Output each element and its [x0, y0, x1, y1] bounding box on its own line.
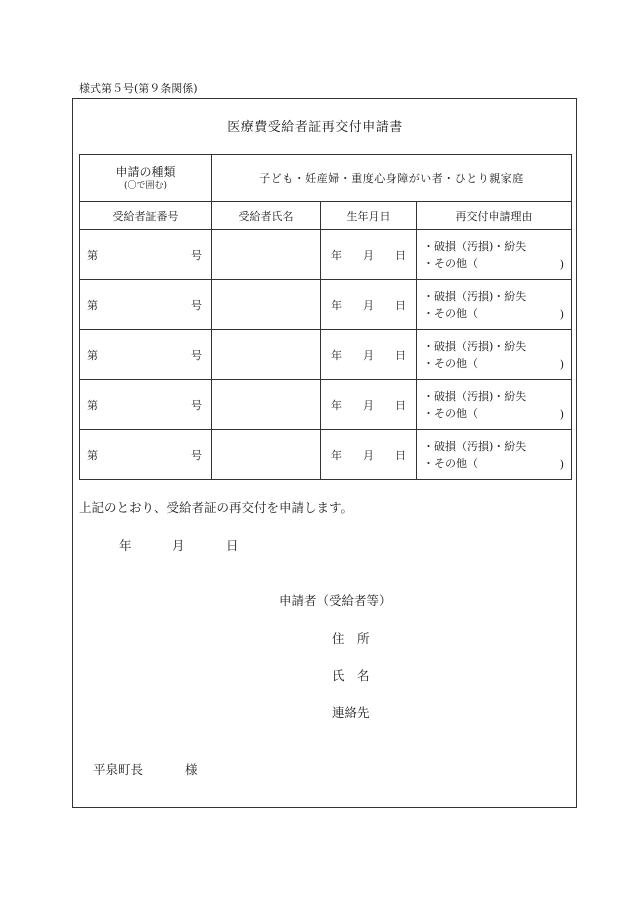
- reason-other[interactable]: ・その他（: [423, 456, 478, 470]
- number-prefix: 第: [87, 349, 98, 362]
- reason-other-close: ): [559, 308, 564, 321]
- birth-cell[interactable]: [321, 430, 417, 480]
- name-cell[interactable]: [212, 280, 321, 330]
- birth-year: 年: [331, 348, 342, 362]
- reason-cell[interactable]: [417, 380, 572, 430]
- number-cell[interactable]: [80, 230, 212, 280]
- date-year: 年: [119, 538, 132, 553]
- type-label-cell: [80, 155, 212, 202]
- reason-damage-loss[interactable]: ・破損（汚損)・紛失: [423, 289, 527, 303]
- number-cell[interactable]: [80, 380, 212, 430]
- header-row: [80, 202, 572, 230]
- reason-other-close: ): [559, 258, 564, 271]
- birth-cell[interactable]: [321, 330, 417, 380]
- entry-row: [80, 380, 572, 430]
- reason-other[interactable]: ・その他（: [423, 256, 478, 270]
- date-month: 月: [172, 538, 185, 553]
- applicant-label: 申請者（受給者等）: [279, 593, 392, 608]
- birth-year: 年: [331, 298, 342, 312]
- birth-year: 年: [331, 398, 342, 412]
- contact-label: 連絡先: [332, 705, 370, 720]
- header-number: 受給者証番号: [80, 202, 212, 230]
- reason-cell[interactable]: [417, 330, 572, 380]
- number-cell[interactable]: [80, 280, 212, 330]
- entry-row: [80, 280, 572, 330]
- reason-damage-loss[interactable]: ・破損（汚損)・紛失: [423, 339, 527, 353]
- birth-day: 日: [395, 298, 406, 312]
- reason-damage-loss[interactable]: ・破損（汚損)・紛失: [423, 239, 527, 253]
- birth-year: 年: [331, 448, 342, 462]
- name-label: 氏 名: [332, 668, 370, 683]
- entry-row: [80, 330, 572, 380]
- honorific-label: 様: [185, 762, 198, 777]
- reason-cell[interactable]: [417, 280, 572, 330]
- number-prefix: 第: [87, 399, 98, 412]
- reason-damage-loss[interactable]: ・破損（汚損)・紛失: [423, 439, 527, 453]
- type-row: [80, 155, 572, 202]
- birth-month: 月: [363, 348, 374, 362]
- name-cell[interactable]: [212, 430, 321, 480]
- reason-other-close: ): [559, 458, 564, 471]
- name-cell[interactable]: [212, 330, 321, 380]
- statement-text: 上記のとおり、受給者証の再交付を申請します。: [79, 500, 354, 515]
- birth-day: 日: [395, 248, 406, 262]
- birth-day: 日: [395, 348, 406, 362]
- entry-row: [80, 430, 572, 480]
- form-number-label: 様式第５号(第９条関係): [79, 82, 198, 95]
- name-cell[interactable]: [212, 230, 321, 280]
- birth-month: 月: [363, 298, 374, 312]
- birth-cell[interactable]: [321, 380, 417, 430]
- birth-month: 月: [363, 448, 374, 462]
- header-name: 受給者氏名: [212, 202, 321, 230]
- header-birth: 生年月日: [321, 202, 417, 230]
- birth-cell[interactable]: [321, 230, 417, 280]
- reason-other-close: ): [559, 358, 564, 371]
- birth-year: 年: [331, 248, 342, 262]
- number-suffix: 号: [191, 449, 202, 462]
- number-suffix: 号: [191, 349, 202, 362]
- number-cell[interactable]: [80, 330, 212, 380]
- birth-cell[interactable]: [321, 280, 417, 330]
- number-prefix: 第: [87, 299, 98, 312]
- birth-month: 月: [363, 398, 374, 412]
- address-label: 住 所: [332, 631, 370, 646]
- entry-row: [80, 230, 572, 280]
- number-prefix: 第: [87, 249, 98, 262]
- number-suffix: 号: [191, 249, 202, 262]
- reason-other[interactable]: ・その他（: [423, 306, 478, 320]
- type-label: 申請の種類: [115, 165, 176, 179]
- date-day: 日: [226, 538, 239, 553]
- reason-other-close: ): [559, 408, 564, 421]
- reason-other[interactable]: ・その他（: [423, 356, 478, 370]
- type-sub-label: (〇で囲む): [123, 181, 168, 191]
- reason-cell[interactable]: [417, 430, 572, 480]
- name-cell[interactable]: [212, 380, 321, 430]
- type-options[interactable]: 子ども・妊産婦・重度心身障がい者・ひとり親家庭: [212, 155, 572, 202]
- number-prefix: 第: [87, 449, 98, 462]
- birth-day: 日: [395, 448, 406, 462]
- number-suffix: 号: [191, 299, 202, 312]
- header-reason: 再交付申請理由: [417, 202, 572, 230]
- addressee-label: 平泉町長: [93, 762, 144, 777]
- birth-day: 日: [395, 398, 406, 412]
- form-title: 医療費受給者証再交付申請書: [227, 120, 403, 135]
- reason-other[interactable]: ・その他（: [423, 406, 478, 420]
- application-table: [79, 154, 572, 480]
- reason-cell[interactable]: [417, 230, 572, 280]
- birth-month: 月: [363, 248, 374, 262]
- number-cell[interactable]: [80, 430, 212, 480]
- number-suffix: 号: [191, 399, 202, 412]
- reason-damage-loss[interactable]: ・破損（汚損)・紛失: [423, 389, 527, 403]
